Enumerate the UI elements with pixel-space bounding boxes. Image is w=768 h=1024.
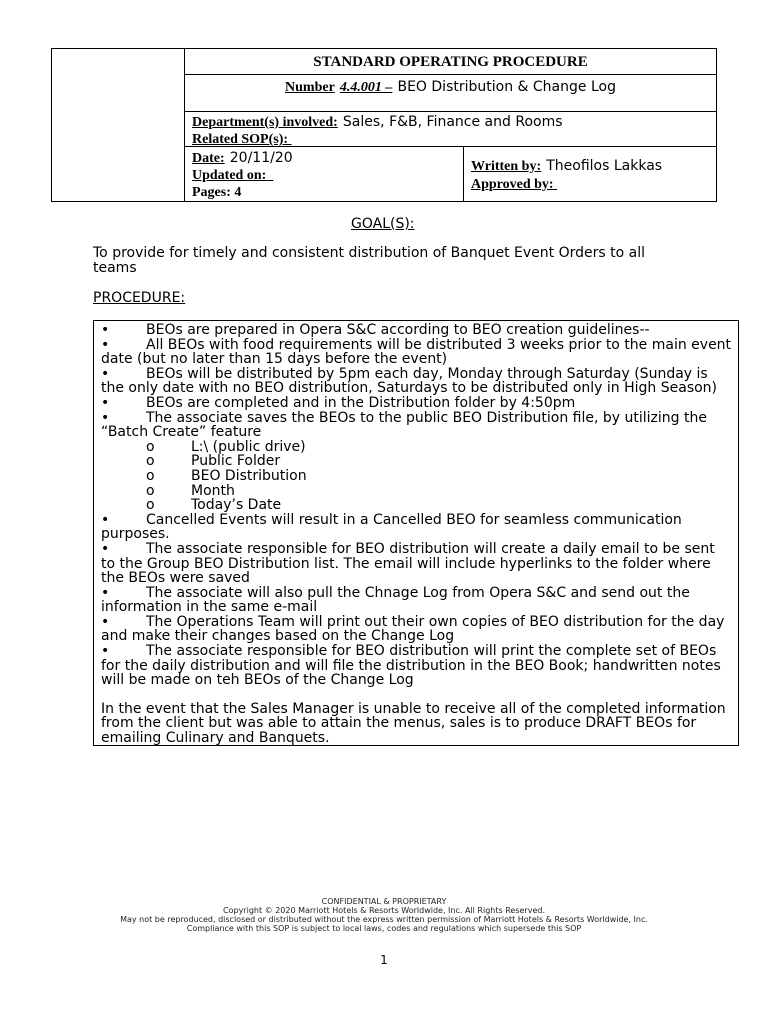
bullet-icon: • bbox=[101, 511, 110, 528]
written-by-label: Written by: bbox=[471, 159, 542, 174]
updated-label: Updated on: bbox=[192, 168, 267, 183]
footer-copyright: Copyright © 2020 Marriott Hotels & Resorts Worldwide, Inc. All Rights Reserved. bbox=[223, 906, 545, 915]
approved-by-label: Approved by: bbox=[471, 177, 554, 192]
list-item: • The associate responsible for BEO distribution will print the complete set of BEOs for the daily distribution and will file the distribution in the BEO Book; handwritten notes will be made on teh BEOs of the Change Log bbox=[101, 643, 721, 689]
footer-compliance: Compliance with this SOP is subject to local laws, codes and regulations which supersede this SOP bbox=[186, 924, 582, 933]
bullet-icon: • bbox=[101, 365, 110, 382]
list-item: • The associate will also pull the Chnage Log from Opera S&C and send out the information in the same e-mail bbox=[101, 584, 690, 616]
sop-header-table bbox=[51, 48, 717, 202]
logo-cell bbox=[52, 49, 185, 201]
bullet-icon: • bbox=[101, 643, 110, 660]
sub-bullet-icon: o bbox=[146, 482, 155, 499]
date-value: 20/11/20 bbox=[229, 150, 293, 166]
footer-confidential: CONFIDENTIAL & PROPRIETARY bbox=[321, 897, 447, 906]
sub-list-item: o BEO Distribution bbox=[146, 467, 307, 484]
bullet-icon: • bbox=[101, 394, 110, 411]
date-label: Date: bbox=[192, 151, 225, 166]
list-item: • BEOs are prepared in Opera S&C according to BEO creation guidelines-- bbox=[101, 322, 650, 338]
bullet-icon: • bbox=[101, 336, 110, 353]
departments-row bbox=[185, 112, 716, 147]
list-item: • Cancelled Events will result in a Cancelled BEO for seamless communication purposes. bbox=[101, 511, 682, 543]
date-cell bbox=[185, 147, 464, 201]
bullet-icon: • bbox=[101, 584, 110, 601]
list-item: • The associate saves the BEOs to the public BEO Distribution file, by utilizing the “Batch Create” feature bbox=[101, 409, 707, 441]
date-author-row bbox=[185, 147, 716, 201]
bullet-icon: • bbox=[101, 409, 110, 426]
sop-name: BEO Distribution & Change Log bbox=[397, 79, 616, 95]
departments-label: Department(s) involved: bbox=[192, 115, 338, 130]
footer-disclaimer: May not be reproduced, disclosed or distributed without the express written permission of Marriott Hotels & Resorts Worldwide, Inc. bbox=[120, 915, 648, 924]
sop-title-row bbox=[185, 49, 716, 75]
list-item: • All BEOs with food requirements will be distributed 3 weeks prior to the main event date (but no later than 15 days before the event) bbox=[101, 336, 732, 368]
sub-bullet-icon: o bbox=[146, 497, 155, 514]
related-sop-label: Related SOP(s): bbox=[192, 132, 289, 147]
bullet-icon: • bbox=[101, 613, 110, 630]
number-value: 4.4.001 – bbox=[339, 80, 393, 95]
sub-list-item: o Month bbox=[146, 482, 235, 499]
procedure-heading: PROCEDURE: bbox=[93, 290, 186, 306]
sub-list-item: o L:\ (public drive) bbox=[146, 438, 306, 455]
goals-text: To provide for timely and consistent distribution of Banquet Event Orders to all teams bbox=[93, 245, 645, 276]
bullet-icon: • bbox=[101, 540, 110, 557]
author-cell bbox=[464, 147, 716, 201]
sop-number-row bbox=[185, 75, 716, 112]
closing-paragraph: In the event that the Sales Manager is unable to receive all of the completed information from the client but was able to attain the menus, sales is to produce DRAFT BEOs for emailing Culinary and Banquets. bbox=[101, 700, 726, 747]
bullet-icon: • bbox=[101, 322, 110, 338]
list-item: • BEOs will be distributed by 5pm each day, Monday through Saturday (Sunday is the only date with no BEO distribution, Saturdays to be distributed only in High Season) bbox=[101, 365, 718, 397]
sop-title: STANDARD OPERATING PROCEDURE bbox=[313, 54, 588, 70]
page-footer bbox=[0, 897, 768, 933]
pages-label: Pages: 4 bbox=[192, 185, 242, 200]
list-item: • The associate responsible for BEO distribution will create a daily email to be sent to the Group BEO Distribution list. The email will include hyperlinks to the folder where the BEOs were saved bbox=[101, 540, 715, 587]
sub-bullet-icon: o bbox=[146, 467, 155, 484]
sub-list-item: o Today’s Date bbox=[146, 497, 282, 514]
written-by-value: Theofilos Lakkas bbox=[546, 158, 663, 174]
page-number: 1 bbox=[380, 953, 388, 967]
number-label: Number bbox=[285, 80, 335, 95]
sub-bullet-icon: o bbox=[146, 438, 155, 455]
sub-bullet-icon: o bbox=[146, 453, 155, 470]
procedure-box bbox=[93, 320, 739, 746]
goals-heading: GOAL(S): bbox=[351, 216, 415, 232]
list-item: • BEOs are completed and in the Distribution folder by 4:50pm bbox=[101, 394, 576, 411]
sub-list-item: o Public Folder bbox=[146, 453, 281, 470]
departments-value: Sales, F&B, Finance and Rooms bbox=[342, 114, 563, 130]
list-item: • The Operations Team will print out their own copies of BEO distribution for the day and make their changes based on the Change Log bbox=[101, 613, 725, 645]
